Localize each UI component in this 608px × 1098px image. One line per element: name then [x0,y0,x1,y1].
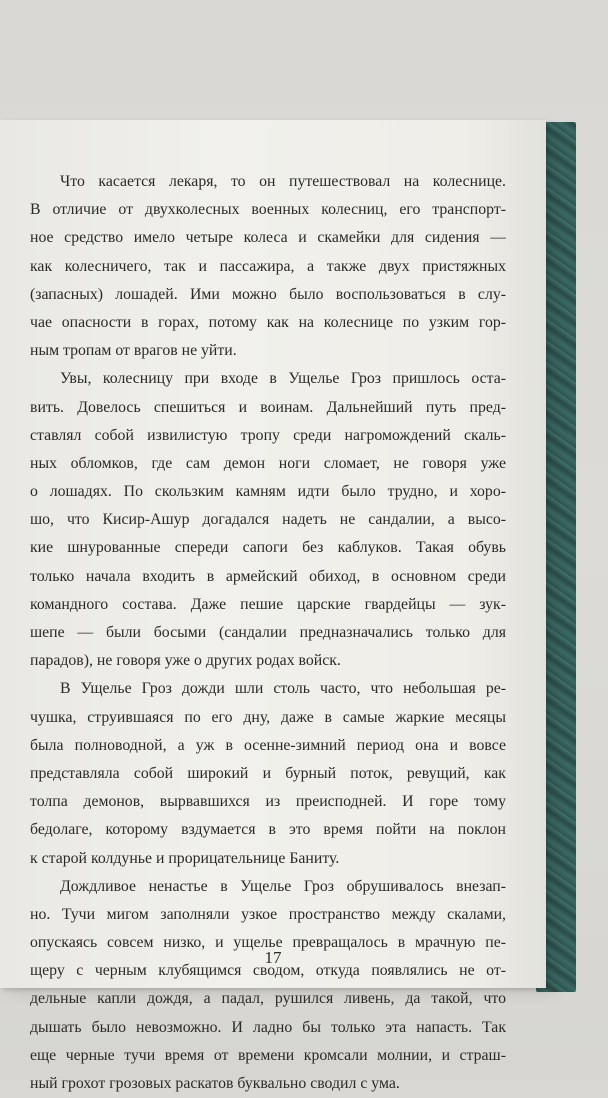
text-line: представляла собой широкий и бурный поток, ревущий, как [30,764,506,782]
text-line: но. Тучи мигом заполняли узкое пространство между скалами, [30,905,506,923]
paragraph-2 [30,365,506,675]
text-line: В отличие от двухколесных военных колесниц, его транспорт- [30,201,506,219]
text-line: парадов), не говоря уже о других родах войск. [30,652,341,670]
page-number: 17 [264,948,282,967]
text-line: Дождливое ненастье в Ущелье Гроз обрушивалось внезап- [60,877,506,895]
text-line: чушка, струившаяся по его дну, даже в самые жаркие месяцы [30,708,506,726]
text-line: шепе — были босыми (сандалии предназначались только для [30,624,506,641]
text-line: чае опасности в горах, потому как на колеснице по узким гор- [30,313,506,331]
paragraph-4 [30,873,506,1098]
text-line: еще черные тучи время от времени кромсали молнии, и страш- [30,1046,506,1064]
text-line: о лошадях. По скользким камням идти было трудно, и хоро- [30,483,506,501]
text-line: была полноводной, а уж в осенне-зимний период она и вовсе [30,736,506,754]
text-line: вить. Довелось спешиться и воинам. Дальнейший путь пред- [30,398,506,416]
text-line: Что касается лекаря, то он путешествовал на колеснице. [60,173,506,190]
text-line: (запасных) лошадей. Ими можно было воспользоваться в слу- [30,285,506,303]
text-line: щеру с черным клубящимся сводом, откуда появлялись не от- [30,962,506,980]
text-line: дельные капли дождя, а падал, рушился ливень, да такой, что [30,990,506,1008]
paragraph-3 [30,675,506,872]
text-line: опускаясь совсем низко, и ущелье превращалось в мрачную пе- [30,934,506,952]
text-line: ных обломков, где сам демон ноги сломает, не говоря уже [30,454,506,472]
text-line: В Ущелье Гроз дожди шли столь часто, что небольшая ре- [60,680,506,698]
text-line: как колесничего, так и пассажира, а также двух пристяжных [30,257,506,275]
text-line: ное средство имело четыре колеса и скамейки для сидения — [30,229,506,247]
text-line: ным тропам от врагов не уйти. [30,342,237,360]
text-line: бедолаге, которому вздумается в это время пойти на поклон [30,821,506,839]
text-line: дышать было невозможно. И ладно бы только эта напасть. Так [30,1018,506,1036]
paragraph-1 [30,168,506,365]
text-line: ставлял собой извилистую тропу среди нагромождений скаль- [30,426,506,444]
text-line: только начала входить в армейский обиход, в основном среди [30,567,506,585]
text-line: ный грохот грозовых раскатов буквально сводил с ума. [30,1075,400,1092]
text-line: толпа демонов, вырвавшихся из преисподней. И горе тому [30,793,506,811]
book-page [0,120,546,1092]
text-line: Увы, колесницу при входе в Ущелье Гроз пришлось оста- [60,370,506,388]
text-line: командного состава. Даже пешие царские гвардейцы — зук- [30,595,506,613]
text-line: шо, что Кисир-Ашур догадался надеть не сандалии, а высо- [30,511,506,529]
text-line: кие шнурованные спереди сапоги без каблуков. Такая обувь [30,539,506,557]
text-line: к старой колдунье и прорицательнице Баниту. [30,849,340,867]
